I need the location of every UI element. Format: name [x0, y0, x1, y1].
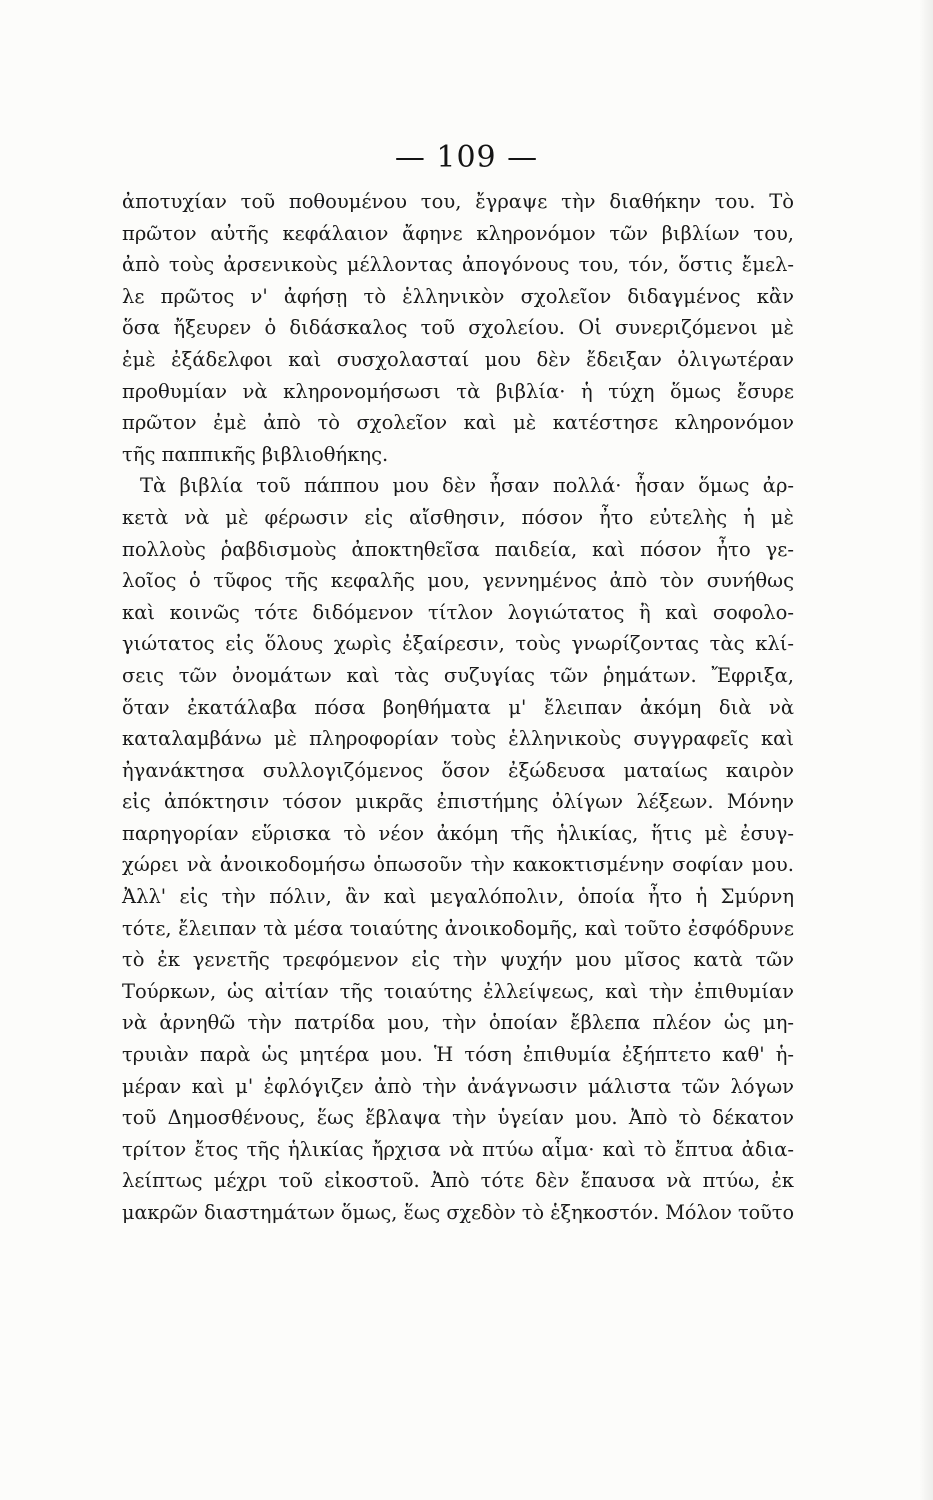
- text-line: τὸ ἐκ γενετῆς τρεφόμενον εἰς τὴν ψυχήν μου μῖσος κατὰ τῶν: [122, 948, 794, 972]
- text-line: ἠγανάκτησα συλλογιζόμενος ὅσον ἐξώδευσα ματαίως καιρὸν: [122, 758, 794, 782]
- text-line: λε πρῶτος ν' ἀφήσῃ τὸ ἑλληνικὸν σχολεῖον διδαγμένος κἂν: [122, 284, 794, 308]
- text-line: προθυμίαν νὰ κληρονομήσωσι τὰ βιβλία· ἡ τύχη ὅμως ἔσυρε: [122, 379, 794, 403]
- text-line: μέραν καὶ μ' ἐφλόγιζεν ἀπὸ τὴν ἀνάγνωσιν μάλιστα τῶν λόγων: [122, 1074, 794, 1098]
- text-line: μακρῶν διαστημάτων ὅμως, ἕως σχεδὸν τὸ ἑξηκοστόν. Μόλον τοῦτο: [122, 1201, 794, 1224]
- text-line: νὰ ἀρνηθῶ τὴν πατρίδα μου, τὴν ὁποίαν ἔβλεπα πλέον ὡς μη-: [122, 1011, 794, 1035]
- text-line: ἀπὸ τοὺς ἀρσενικοὺς μέλλοντας ἀπογόνους του, τόν, ὅστις ἔμελ-: [122, 253, 794, 277]
- text-line: πρῶτον ἐμὲ ἀπὸ τὸ σχολεῖον καὶ μὲ κατέστησε κληρονόμον: [122, 411, 794, 435]
- paragraph-first-line: Τὰ βιβλία τοῦ πάππου μου δὲν ἦσαν πολλά· ἦσαν ὅμως ἀρ-: [140, 474, 794, 498]
- text-line: Τούρκων, ὡς αἰτίαν τῆς τοιαύτης ἐλλείψεως, καὶ τὴν ἐπιθυμίαν: [122, 979, 794, 1003]
- text-line: χώρει νὰ ἀνοικοδομήσω ὁπωσοῦν τὴν κακοκτισμένην σοφίαν μου.: [122, 853, 794, 877]
- text-line: τρίτον ἔτος τῆς ἡλικίας ἤρχισα νὰ πτύω αἷμα· καὶ τὸ ἔπτυα ἀδια-: [122, 1137, 794, 1161]
- text-line: γιώτατος εἰς ὅλους χωρὶς ἐξαίρεσιν, τοὺς γνωρίζοντας τὰς κλί-: [122, 632, 794, 656]
- text-line: Ἀλλ' εἰς τὴν πόλιν, ἂν καὶ μεγαλόπολιν, ὁποία ἦτο ἡ Σμύρνη: [122, 885, 794, 909]
- text-line: τότε, ἔλειπαν τὰ μέσα τοιαύτης ἀνοικοδομῆς, καὶ τοῦτο ἐσφόδρυνε: [122, 916, 794, 940]
- text-line: τρυιὰν παρὰ ὡς μητέρα μου. Ἡ τόση ἐπιθυμία ἐξήπτετο καθ' ἡ-: [122, 1043, 794, 1067]
- text-line: ὅταν ἐκατάλαβα πόσα βοηθήματα μ' ἔλειπαν ἀκόμη διὰ νὰ: [122, 695, 794, 719]
- text-line: λείπτως μέχρι τοῦ εἰκοστοῦ. Ἀπὸ τότε δὲν ἔπαυσα νὰ πτύω, ἐκ: [122, 1169, 794, 1193]
- text-line: καὶ κοινῶς τότε διδόμενον τίτλον λογιώτατος ἢ καὶ σοφολο-: [122, 600, 794, 624]
- text-line: εἰς ἀπόκτησιν τόσον μικρᾶς ἐπιστήμης ὀλίγων λέξεων. Μόνην: [122, 790, 794, 814]
- text-line: λοῖος ὁ τῦφος τῆς κεφαλῆς μου, γεννημένος ἀπὸ τὸν συνήθως: [122, 569, 794, 593]
- body-text: [122, 186, 794, 1229]
- text-line: τοῦ Δημοσθένους, ἕως ἔβλαψα τὴν ὑγείαν μου. Ἀπὸ τὸ δέκατον: [122, 1106, 794, 1130]
- text-line: παρηγορίαν εὕρισκα τὸ νέον ἀκόμη τῆς ἡλικίας, ἥτις μὲ ἐσυγ-: [122, 821, 794, 845]
- text-line: πρῶτον αὐτῆς κεφάλαιον ἄφηνε κληρονόμον τῶν βιβλίων του,: [122, 221, 794, 245]
- text-line: καταλαμβάνω μὲ πληροφορίαν τοὺς ἑλληνικοὺς συγγραφεῖς καὶ: [122, 727, 794, 751]
- text-line: σεις τῶν ὀνομάτων καὶ τὰς συζυγίας τῶν ῥημάτων. Ἔφριξα,: [122, 663, 794, 687]
- text-line: ἀποτυχίαν τοῦ ποθουμένου του, ἔγραψε τὴν διαθήκην του. Τὸ: [122, 190, 794, 213]
- text-line: ὅσα ἤξευρεν ὁ διδάσκαλος τοῦ σχολείου. Οἱ συνεριζόμενοι μὲ: [122, 316, 794, 340]
- page-edge-shadow: [919, 0, 933, 1500]
- text-line: τῆς παππικῆς βιβλιοθήκης.: [122, 442, 389, 466]
- text-line: ἐμὲ ἐξάδελφοι καὶ συσχολασταί μου δὲν ἔδειξαν ὀλιγωτέραν: [122, 347, 794, 371]
- text-line: κετὰ νὰ μὲ φέρωσιν εἰς αἴσθησιν, πόσον ἦτο εὐτελὴς ἡ μὲ: [122, 505, 794, 529]
- page-number: — 109 —: [394, 140, 539, 175]
- text-line: πολλοὺς ῥαβδισμοὺς ἀποκτηθεῖσα παιδεία, καὶ πόσον ἦτο γε-: [122, 537, 794, 561]
